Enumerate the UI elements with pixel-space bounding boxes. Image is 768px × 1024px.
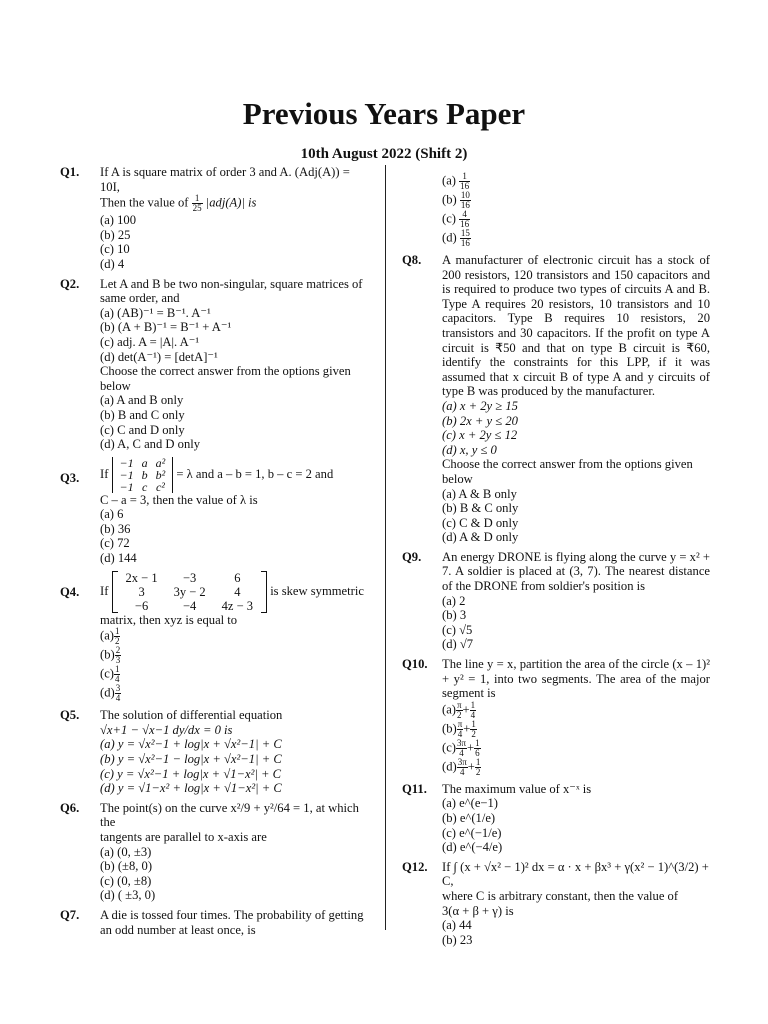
option: (a) e^(e−1): [442, 796, 499, 811]
question-7: [60, 908, 366, 937]
answer-option: (d) A & D only: [442, 530, 519, 545]
option: (a) 6: [100, 507, 124, 522]
option: (c) (0, ±8): [100, 873, 152, 888]
question-text: C – a = 3, then the value of λ is: [100, 492, 258, 507]
question-number: Q9.: [402, 549, 422, 564]
option: (a) 100: [100, 213, 137, 228]
option: (b) e^(1/e): [442, 811, 496, 825]
option: (a) $\frac{1}{2}$: [100, 626, 120, 647]
option: (a) 2: [442, 593, 466, 608]
question-2: [60, 277, 366, 452]
question-3: [60, 457, 366, 566]
option: (b) $\frac{2}{3}$: [100, 645, 121, 666]
question-text: The solution of differential equation: [100, 708, 283, 723]
question-number: Q2.: [60, 276, 80, 291]
option: (d) 144: [100, 551, 137, 566]
question-text: 10I,: [100, 179, 120, 194]
option: (a) $\frac{\pi}{2}$ + $\frac{1}{4}$: [442, 699, 476, 720]
paper-date: 10th August 2022 (Shift 2): [300, 146, 468, 162]
question-number: Q3.: [60, 470, 80, 485]
page-title: Previous Years Paper: [242, 96, 526, 131]
question-number: Q8.: [402, 253, 422, 267]
option: (c) x + 2y ≤ 12: [442, 428, 518, 443]
question-text: Choose the correct answer from the options given: [442, 457, 693, 472]
option: (b) 2x + y ≤ 20: [442, 413, 518, 428]
answer-option: (a) A & B only: [442, 486, 517, 501]
question-9: [402, 550, 710, 652]
option: (a) $\frac{1}{16}$: [442, 171, 470, 191]
question-text: The maximum value of x⁻ˣ is: [442, 781, 592, 796]
option: (b) 36: [100, 521, 131, 536]
question-4: [60, 571, 366, 704]
option: (c) $\frac{4}{16}$: [442, 209, 470, 229]
option: (c) 10: [100, 242, 130, 257]
question-10: [402, 657, 710, 777]
question-number: Q12.: [402, 859, 428, 874]
option: (a) x + 2y ≥ 15: [442, 398, 518, 413]
column-divider: [385, 165, 386, 930]
question-text: 3(α + β + γ) is: [442, 903, 514, 918]
question-text: where C is arbitrary constant, then the value of: [442, 888, 679, 903]
question-12: [402, 860, 710, 948]
question-text: √x+1 − √x−1 dy/dx = 0 is: [100, 722, 233, 737]
question-text: Choose the correct answer from the options given: [100, 364, 351, 379]
option: (d) 4: [100, 256, 125, 271]
option: (d) y = √1−x² + log|x + √1−x²| + C: [100, 781, 282, 796]
question-text: If ∫ (x + √x² − 1)² dx = α · x + βx³ + γ(x² − 1)^(3/2) +: [442, 859, 709, 874]
question-text: If −1 a a² −1 b b² −1 c c² = λ and a – b = 1, b – c = 2 and: [100, 455, 334, 494]
question-text: Then the value of $\frac{1}{25}$ |adj(A)| is: [100, 193, 257, 214]
question-text: matrix, then xyz is equal to: [100, 612, 238, 627]
answer-option: (c) C and D only: [100, 422, 185, 437]
option: (c) $\frac{1}{4}$: [100, 664, 120, 685]
option: (d) √7: [442, 637, 474, 652]
question-number: Q4.: [60, 584, 80, 599]
option: (c) adj. A = |A|. A⁻¹: [100, 334, 200, 349]
answer-option: (b) B and C only: [100, 407, 185, 422]
question-1: [60, 165, 366, 272]
question-text: An energy DRONE is flying along the curve y = x² + 7. A soldier is placed at (3, 7). The nearest distance of the DRONE from soldier's position is: [442, 549, 710, 594]
option: (b) 3: [442, 608, 467, 623]
option: (b) 25: [100, 227, 131, 242]
question-text: tangents are parallel to x-axis are: [100, 830, 267, 844]
question-number: Q1.: [60, 165, 80, 179]
option: (d) $\frac{3\pi}{4}$ + $\frac{1}{2}$: [442, 756, 481, 777]
option: (c) 72: [100, 536, 130, 551]
question-7-options: [402, 172, 710, 248]
question-8: [402, 253, 710, 545]
option: (a) y = √x²−1 + log|x + √x²−1| + C: [100, 737, 282, 752]
question-number: Q6.: [60, 800, 80, 815]
option: (c) y = √x²−1 + log|x + √1−x²| + C: [100, 766, 282, 781]
option: (b) (A + B)⁻¹ = B⁻¹ + A⁻¹: [100, 320, 232, 335]
question-text: A manufacturer of electronic circuit has a stock of 200 resistors, 120 transistors and 150 capacitors and is required to produce two types of circuits A and B. Type A requires 20 resistors, 10 transistors and 10 capacitors. Type B requires 10 resistors, 20 transistors and 30 capacitors. If the profit on type A circuit is ₹50 and that on type B circuit is ₹60, identify the constraints for this LPP, if it was assumed that x circuit B of type A and y circuits of type B was produced by the manufacturer.: [442, 253, 710, 399]
option: (d) $\frac{15}{16}$: [442, 228, 470, 248]
option: (d) x, y ≤ 0: [442, 442, 497, 457]
answer-option: (a) A and B only: [100, 393, 184, 408]
question-text: same order, and: [100, 291, 180, 306]
option: (c) √5: [442, 622, 473, 637]
determinant: −1 a a² −1 b b² −1 c c²: [112, 457, 174, 493]
question-text: A die is tossed four times. The probability of getting: [100, 907, 364, 922]
question-text: an odd number at least once, is: [100, 922, 256, 937]
answer-option: (c) C & D only: [442, 515, 519, 530]
option: (b) $\frac{\pi}{4}$ + $\frac{1}{2}$: [442, 718, 476, 739]
left-column: [60, 165, 366, 942]
question-text: If A is square matrix of order 3 and A. (Adj(A)) =: [100, 165, 350, 179]
question-number: Q11.: [402, 781, 427, 796]
question-number: Q5.: [60, 708, 80, 723]
question-11: [402, 782, 710, 855]
option: (a) (0, ±3): [100, 844, 152, 859]
matrix: 2x − 1 −3 6 3 3y − 2 4 −6 −4 4z − 3: [112, 571, 267, 613]
question-text: below: [442, 471, 473, 486]
option: (d) $\frac{3}{4}$: [100, 683, 121, 704]
option: (b) $\frac{10}{16}$: [442, 190, 470, 210]
option: (d) e^(−4/e): [442, 840, 503, 855]
option: (d) det(A⁻¹) = [detA]⁻¹: [100, 349, 218, 364]
option: (c) e^(−1/e): [442, 825, 502, 840]
question-text: If 2x − 1 −3 6 3 3y − 2 4 −6 −4 4z − 3 is skew symmetric: [100, 570, 364, 613]
right-column: [402, 172, 710, 952]
option: (b) (±8, 0): [100, 859, 153, 874]
question-text: The line y = x, partition the area of the circle (x – 1)² + y² = 1, into two segments. The area of the major segment is: [442, 657, 710, 701]
option: (a) 44: [442, 918, 472, 933]
question-text: below: [100, 378, 131, 393]
option: (d) ( ±3, 0): [100, 888, 156, 903]
question-text: The point(s) on the curve x²/9 + y²/64 = 1, at which the: [100, 800, 359, 830]
answer-option: (b) B & C only: [442, 501, 519, 516]
question-number: Q7.: [60, 907, 80, 922]
question-text: Let A and B be two non-singular, square matrices of: [100, 276, 363, 291]
answer-option: (d) A, C and D only: [100, 437, 201, 452]
fraction: $\frac{1}{25}$: [192, 193, 202, 214]
option: (b) y = √x²−1 − log|x + √x²−1| + C: [100, 752, 282, 767]
option: (b) 23: [442, 932, 473, 947]
option: (c) $\frac{3\pi}{4}$ + $\frac{1}{6}$: [442, 737, 480, 758]
option: (a) (AB)⁻¹ = B⁻¹. A⁻¹: [100, 305, 211, 320]
question-6: [60, 801, 366, 903]
question-5: [60, 708, 366, 796]
question-number: Q10.: [402, 657, 428, 672]
question-text: C,: [442, 874, 454, 889]
